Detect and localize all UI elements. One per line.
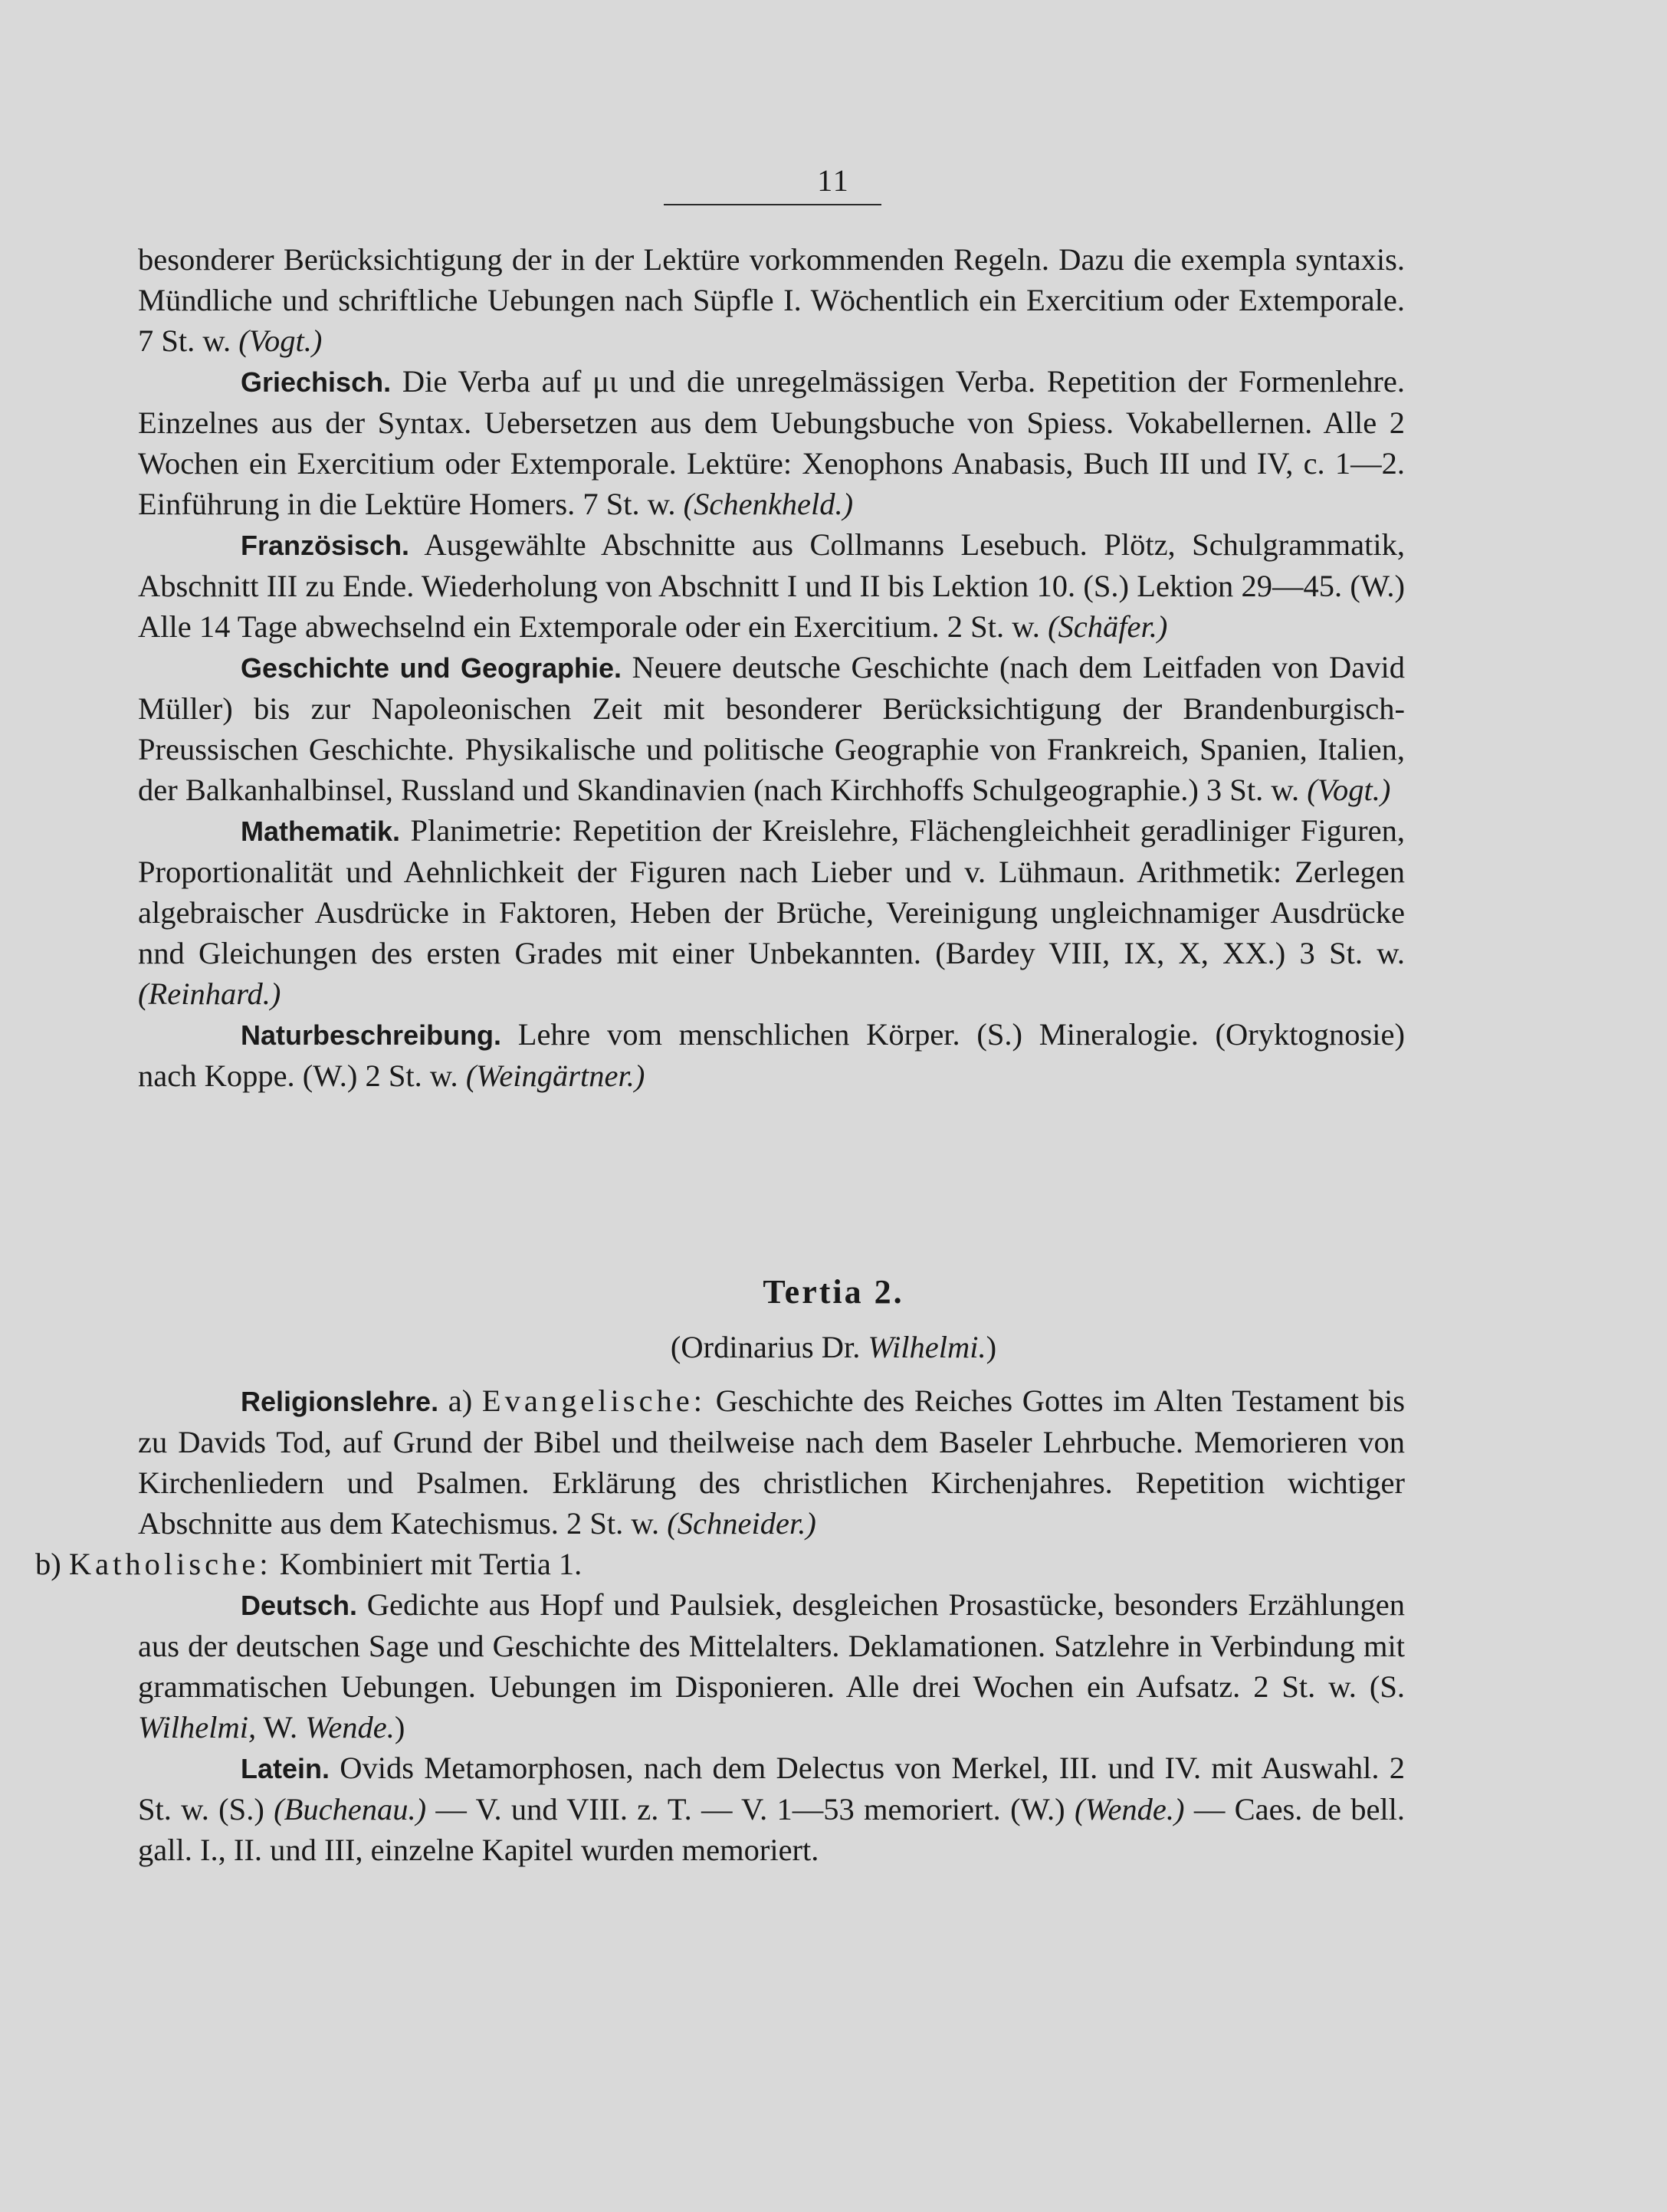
franzoesisch-text: Ausgewählte Abschnitte aus Collmanns Lesebuch. Plötz, Schulgrammatik, Abschnitt III zu Ende. Wiederholung von Abschnitt I und II bis Lektion 10. (S.) Lektion 29—45. (W.) Alle 14 Tage abwechselnd ein Extemporale oder ein Exercitium. 2 St. w.	[138, 527, 1405, 644]
ordinarius-name: Wilhelmi.	[868, 1330, 986, 1364]
religion-a-label: a)	[448, 1383, 473, 1418]
intro-teacher: (Vogt.)	[238, 323, 323, 358]
deutsch-end: )	[394, 1710, 405, 1744]
subject-deutsch: Deutsch.	[241, 1590, 358, 1621]
subject-latein: Latein.	[241, 1753, 330, 1784]
griechisch-teacher: (Schenkheld.)	[683, 487, 854, 521]
mathematik-text: Planimetrie: Repetition der Kreislehre, Flächengleichheit geradliniger Figuren, Proportionalität und Aehnlichkeit der Figuren nach Lieber und v. Lühmaun. Arithmetik: Zerlegen algebraischer Ausdrücke in Faktoren, Heben der Brüche, Vereinigung ungleichnamiger Ausdrücke nnd Gleichungen des ersten Grades mit einer Unbekannten. (Bardey VIII, IX, X, XX.) 3 St. w.	[138, 813, 1406, 970]
deutsch-mid: W.	[263, 1710, 298, 1744]
ordinarius-line	[0, 1329, 1667, 1365]
subject-mathematik: Mathematik.	[241, 816, 401, 847]
mathematik-teacher: (Reinhard.)	[138, 976, 281, 1011]
griechisch-text: Die Verba auf μι und die unregelmässigen Verba. Repetition der Formenlehre. Einzelnes aus der Syntax. Uebersetzen aus dem Uebungsbuche von Spiess. Vokabellernen. Alle 2 Wochen ein Exercitium oder Extemporale. Lektüre: Xenophons Anabasis, Buch III und IV, c. 1—2. Einführung in die Lektüre Homers. 7 St. w.	[138, 364, 1406, 521]
latein-teacher-2: (Wende.)	[1074, 1792, 1185, 1826]
section-heading-tertia-2: Tertia 2.	[763, 1273, 904, 1311]
religion-b-spaced: Katholische:	[68, 1547, 272, 1581]
paragraph-deutsch	[138, 1584, 1405, 1748]
latein-teacher-1: (Buchenau.)	[274, 1792, 427, 1826]
paragraph-franzoesisch	[138, 524, 1405, 647]
page-number: 11	[817, 163, 850, 198]
deutsch-teacher-2: Wende.	[305, 1710, 395, 1744]
religion-b-label: b)	[35, 1547, 61, 1581]
naturbeschreibung-teacher: (Weingärtner.)	[465, 1058, 645, 1093]
latein-text-3: — Caes. de bell. gall. I., II. und III, einzelne Kapitel wurden memoriert.	[138, 1792, 1406, 1867]
subject-naturbeschreibung: Naturbeschreibung.	[241, 1019, 502, 1051]
paragraph-latein-continued	[138, 239, 1405, 361]
paragraph-naturbeschreibung	[138, 1014, 1405, 1096]
franzoesisch-teacher: (Schäfer.)	[1048, 609, 1168, 644]
deutsch-text: Gedichte aus Hopf und Paulsiek, desgleichen Prosastücke, besonders Erzählungen aus der deutschen Sage und Geschichte des Mittelalters. Deklamationen. Satzlehre in Verbindung mit grammatischen Uebungen. Uebungen im Disponieren. Alle drei Wochen ein Aufsatz. 2 St. w. (S.	[138, 1587, 1406, 1704]
paragraph-latein	[138, 1748, 1405, 1870]
religion-a-text: Geschichte des Reiches Gottes im Alten Testament bis zu Davids Tod, auf Grund der Bibel und theilweise nach dem Baseler Lehrbuche. Memorieren von Kirchenliedern und Psalmen. Erklärung des christlichen Kirchenjahres. Repetition wichtiger Abschnitte aus dem Katechismus. 2 St. w.	[138, 1383, 1406, 1541]
paragraph-geschichte	[138, 647, 1405, 810]
geschichte-text: Neuere deutsche Geschichte (nach dem Leitfaden von David Müller) bis zur Napoleonischen Zeit mit besonderer Berücksichtigung der Brandenburgisch-Preussischen Geschichte. Physikalische und politische Geographie von Frankreich, Spanien, Italien, der Balkanhalbinsel, Russland und Skandinavien (nach Kirchhoffs Schulgeographie.) 3 St. w.	[138, 650, 1405, 807]
section-tertia-2	[35, 1380, 1406, 1870]
deutsch-teacher-1: Wilhelmi,	[138, 1710, 257, 1744]
subject-griechisch: Griechisch.	[241, 366, 392, 398]
religion-b-text: Kombiniert mit Tertia 1.	[279, 1547, 582, 1581]
paragraph-griechisch	[138, 361, 1405, 524]
ordinarius-suffix: )	[986, 1330, 997, 1364]
subject-geschichte: Geschichte und Geographie.	[241, 652, 622, 684]
religion-a-spaced: Evangelische:	[481, 1383, 707, 1418]
naturbeschreibung-text: Lehre vom menschlichen Körper. (S.) Mineralogie. (Oryktognosie) nach Koppe. (W.) 2 St. w.	[138, 1017, 1405, 1093]
latein-text-1: Ovids Metamorphosen, nach dem Delectus von Merkel, III. und IV. mit Auswahl. 2 St. w. (S.)	[138, 1751, 1406, 1826]
religion-a-teacher: (Schneider.)	[667, 1506, 816, 1541]
section-tertia-1-continued	[138, 239, 1405, 1096]
header-rule	[664, 204, 881, 205]
paragraph-mathematik	[138, 810, 1405, 1014]
ordinarius-prefix: (Ordinarius Dr.	[670, 1330, 861, 1364]
paragraph-religion	[35, 1380, 1406, 1584]
subject-religion: Religionslehre.	[241, 1386, 439, 1417]
latein-text-2: — V. und VIII. z. T. — V. 1—53 memoriert. (W.)	[435, 1792, 1065, 1826]
intro-text: besonderer Berücksichtigung der in der Lektüre vorkommenden Regeln. Dazu die exempla syntaxis. Mündliche und schriftliche Uebungen nach Süpfle I. Wöchentlich ein Exercitium oder Extemporale. 7 St. w.	[138, 242, 1405, 358]
subject-franzoesisch: Französisch.	[241, 530, 410, 561]
geschichte-teacher: (Vogt.)	[1307, 773, 1391, 807]
